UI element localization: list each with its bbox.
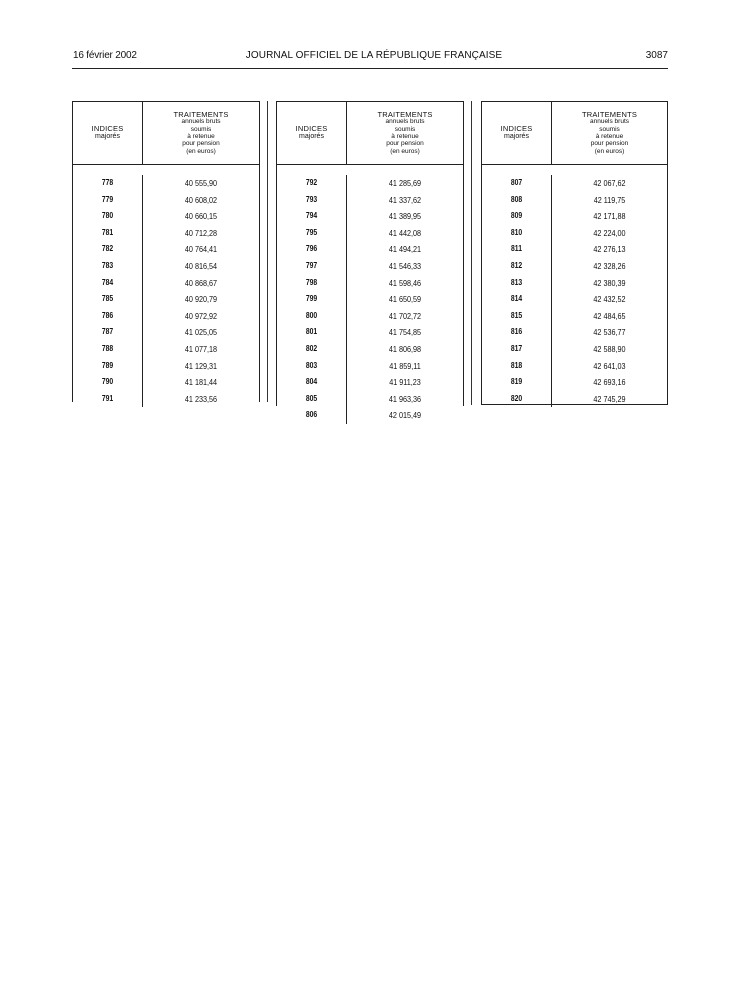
salary-header-line1: TRAITEMENTS — [581, 109, 638, 119]
index-cell: 784 — [101, 277, 114, 287]
salary-cell: 41 963,36 — [388, 393, 422, 404]
salary-header-line6: (en euros) — [186, 147, 216, 155]
indices-column — [277, 175, 347, 424]
index-cell: 780 — [101, 211, 114, 221]
journal-title: JOURNAL OFFICIEL DE LA RÉPUBLIQUE FRANÇAISE — [245, 50, 503, 61]
index-cell: 802 — [305, 343, 318, 353]
salary-cell: 42 276,13 — [593, 244, 626, 255]
index-cell: 779 — [101, 194, 114, 204]
index-cell: 807 — [510, 178, 523, 187]
salary-column — [143, 175, 259, 407]
index-cell: 819 — [510, 377, 523, 387]
salary-cell: 40 972,92 — [184, 310, 218, 321]
indices-header-line2: majorés — [299, 133, 324, 140]
salary-column — [347, 175, 463, 424]
index-cell: 809 — [510, 211, 523, 221]
salary-cell: 42 432,52 — [593, 294, 626, 305]
salary-header-line2: annuels bruts — [589, 118, 630, 126]
table-header — [73, 102, 259, 165]
salary-header-line1: TRAITEMENTS — [377, 109, 433, 119]
index-cell: 805 — [305, 393, 318, 403]
salary-header-line3: soumis — [190, 125, 212, 133]
salary-cell: 40 764,41 — [184, 244, 218, 255]
index-cell: 792 — [305, 178, 318, 187]
salary-cell: 41 494,21 — [388, 244, 422, 255]
index-cell: 817 — [510, 343, 523, 353]
index-cell: 782 — [101, 244, 114, 254]
index-cell: 815 — [510, 310, 523, 320]
salary-cell: 42 171,88 — [593, 211, 626, 222]
salary-header — [143, 102, 259, 164]
salary-cell: 42 015,49 — [388, 410, 422, 421]
salary-cell: 40 660,15 — [184, 211, 218, 222]
salary-cell: 42 484,65 — [593, 310, 626, 321]
salary-cell: 42 588,90 — [593, 343, 626, 354]
salary-header-line6: (en euros) — [594, 147, 625, 155]
table-body — [73, 165, 259, 407]
index-cell: 800 — [305, 310, 318, 320]
index-cell: 788 — [101, 343, 114, 353]
salary-cell: 41 181,44 — [184, 377, 218, 388]
index-cell: 786 — [101, 310, 114, 320]
index-cell: 808 — [510, 194, 523, 204]
salary-cell: 41 650,59 — [388, 294, 422, 305]
salary-table-1 — [72, 101, 260, 402]
indices-header-line2: majorés — [95, 133, 120, 140]
index-cell: 785 — [101, 294, 114, 304]
salary-cell: 41 598,46 — [388, 277, 422, 288]
index-cell: 816 — [510, 327, 523, 337]
salary-cell: 41 806,98 — [388, 343, 422, 354]
indices-header — [277, 102, 347, 164]
index-cell: 787 — [101, 327, 114, 337]
salary-header-line2: annuels bruts — [385, 118, 425, 126]
salary-header-line4: à retenue — [187, 133, 215, 140]
salary-cell: 42 067,62 — [593, 178, 626, 188]
index-cell: 781 — [101, 227, 114, 237]
indices-header-line2: majorés — [504, 133, 529, 140]
header-rule — [72, 68, 668, 69]
index-cell: 795 — [305, 227, 318, 237]
index-cell: 811 — [511, 244, 522, 254]
index-cell: 793 — [305, 194, 318, 204]
indices-header — [482, 102, 552, 164]
salary-cell: 42 536,77 — [593, 327, 626, 338]
table-header — [482, 102, 667, 165]
index-cell: 806 — [305, 410, 318, 420]
salary-cell: 42 693,16 — [593, 377, 626, 388]
salary-cell: 41 337,62 — [388, 194, 422, 205]
salary-cell: 42 224,00 — [593, 227, 626, 238]
salary-cell: 41 129,31 — [184, 360, 218, 371]
salary-cell: 41 025,05 — [184, 327, 218, 338]
salary-header-line4: à retenue — [391, 133, 419, 140]
salary-header-line1: TRAITEMENTS — [173, 109, 229, 119]
index-cell: 790 — [101, 377, 114, 387]
indices-header — [73, 102, 143, 164]
index-cell: 789 — [101, 360, 114, 370]
indices-header-line1: INDICES — [295, 124, 328, 133]
salary-header-line6: (en euros) — [390, 147, 420, 155]
index-cell: 791 — [101, 393, 114, 403]
salary-table-3 — [481, 101, 668, 405]
header-date: 16 février 2002 — [73, 50, 137, 61]
table-body — [277, 165, 463, 424]
table-body — [482, 165, 667, 407]
salary-cell: 40 608,02 — [184, 194, 218, 205]
salary-header-line5: pour pension — [590, 140, 629, 148]
index-cell: 796 — [305, 244, 318, 254]
salary-cell: 42 745,29 — [593, 393, 626, 404]
index-cell: 798 — [305, 277, 318, 287]
salary-header-line5: pour pension — [386, 140, 424, 148]
salary-cell: 41 546,33 — [388, 260, 422, 271]
salary-cell: 42 119,75 — [593, 194, 626, 205]
index-cell: 794 — [305, 211, 318, 221]
salary-cell: 41 233,56 — [184, 393, 218, 404]
column-divider — [267, 101, 268, 402]
index-cell: 814 — [510, 294, 523, 304]
index-cell: 818 — [510, 360, 523, 370]
salary-cell: 42 328,26 — [593, 260, 626, 271]
index-cell: 799 — [305, 294, 318, 304]
salary-cell: 42 641,03 — [593, 360, 626, 371]
index-cell: 804 — [305, 377, 318, 387]
index-cell: 803 — [305, 360, 318, 370]
index-cell: 813 — [510, 277, 523, 287]
salary-cell: 41 389,95 — [388, 211, 422, 222]
index-cell: 783 — [101, 260, 114, 270]
salary-header — [552, 102, 667, 164]
index-cell: 810 — [510, 227, 523, 237]
salary-table-2 — [276, 101, 464, 421]
salary-cell: 42 380,39 — [593, 277, 626, 288]
salary-header-line3: soumis — [394, 125, 416, 133]
salary-column — [552, 175, 667, 407]
salary-cell: 40 712,28 — [184, 227, 218, 238]
index-cell: 820 — [510, 393, 523, 403]
salary-header-line5: pour pension — [182, 140, 220, 148]
indices-column — [73, 175, 143, 407]
salary-cell: 41 754,85 — [388, 327, 422, 338]
indices-header-line1: INDICES — [500, 124, 533, 133]
salary-header-line2: annuels bruts — [181, 118, 221, 126]
indices-header-line1: INDICES — [91, 124, 124, 133]
salary-header-line4: à retenue — [595, 133, 624, 140]
salary-cell: 41 077,18 — [184, 343, 218, 354]
table-header — [277, 102, 463, 165]
indices-column — [482, 175, 552, 407]
salary-cell: 40 920,79 — [184, 294, 218, 305]
column-divider — [471, 101, 472, 405]
salary-header-line3: soumis — [599, 125, 620, 133]
salary-header — [347, 102, 463, 164]
salary-cell: 41 911,23 — [389, 377, 421, 388]
salary-cell: 40 868,67 — [184, 277, 218, 288]
index-cell: 778 — [101, 178, 114, 187]
salary-cell: 41 285,69 — [388, 178, 422, 188]
index-cell: 801 — [305, 327, 318, 337]
index-cell: 797 — [305, 260, 318, 270]
salary-cell: 41 859,11 — [389, 360, 421, 371]
page-number: 3087 — [645, 50, 668, 61]
index-cell: 812 — [510, 260, 523, 270]
salary-cell: 40 555,90 — [184, 178, 218, 188]
salary-cell: 41 702,72 — [388, 310, 422, 321]
salary-cell: 40 816,54 — [184, 260, 218, 271]
salary-cell: 41 442,08 — [388, 227, 422, 238]
